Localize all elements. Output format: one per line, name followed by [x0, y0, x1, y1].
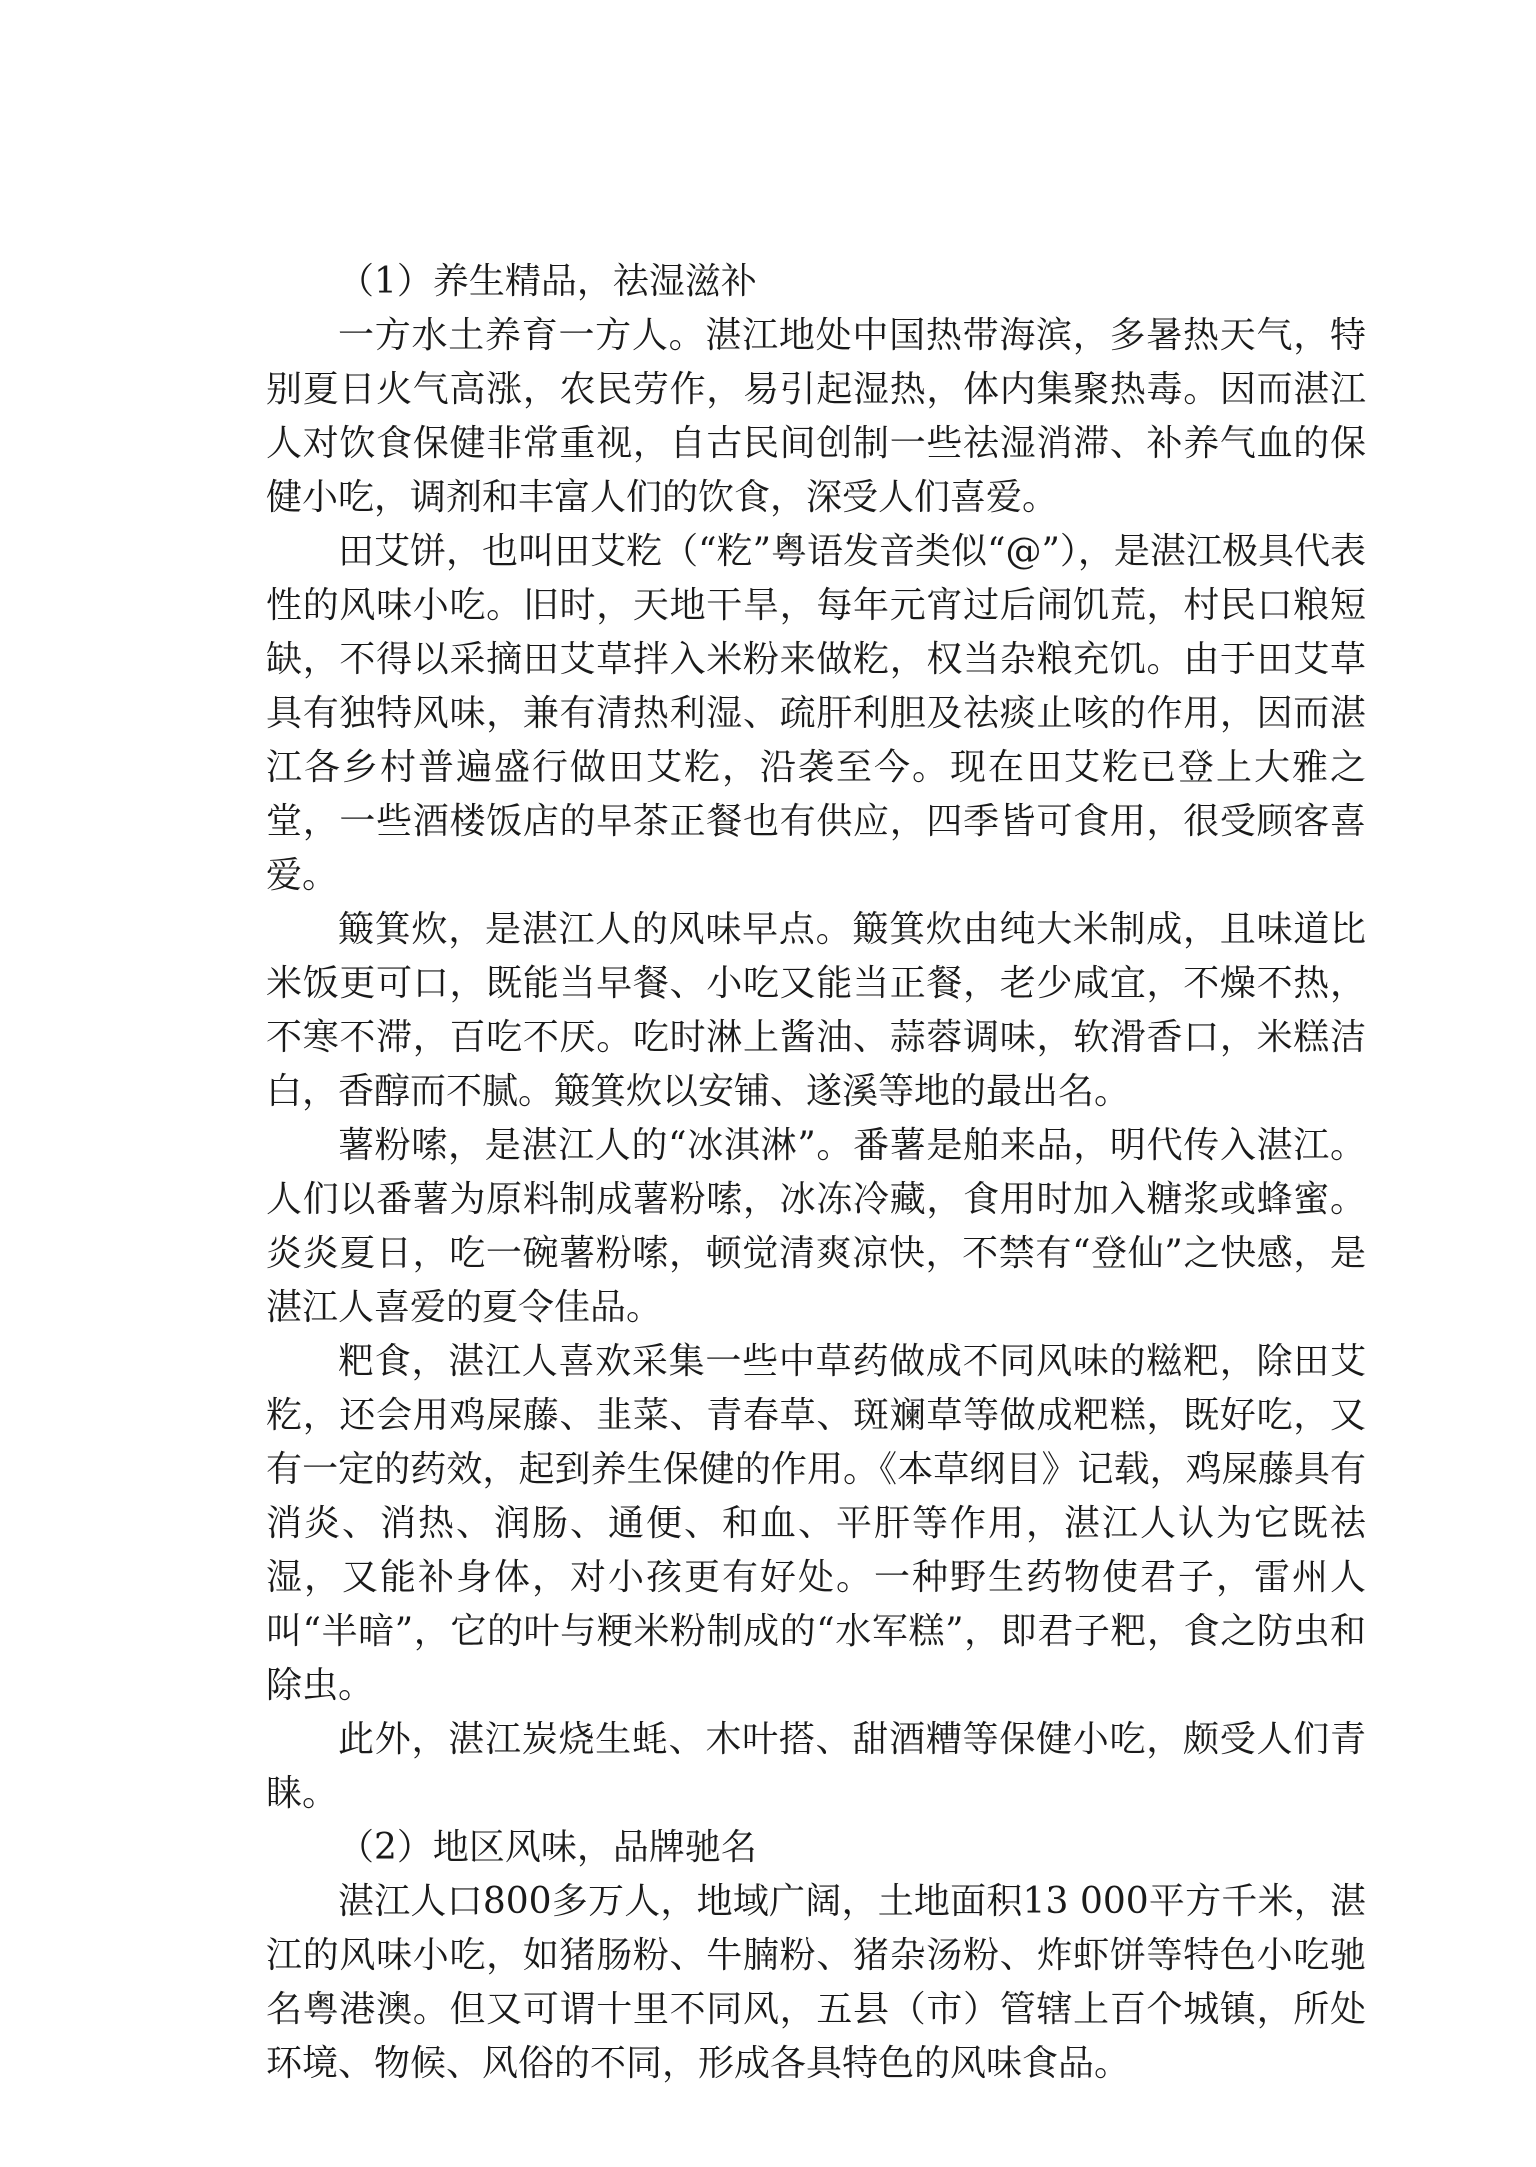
body-text — [266, 255, 1366, 2091]
paragraph-shufen-suo: 薯粉嗦，是湛江人的“冰淇淋”。番薯是舶来品，明代传入湛江。人们以番薯为原料制成薯粉嗦，冰冻冷藏，食用时加入糖浆或蜂蜜。炎炎夏日，吃一碗薯粉嗦，顿觉清爽凉快，不禁有“登仙”之快感，是湛江人喜爱的夏令佳品。 — [266, 1125, 1366, 1328]
paragraph-regional-flavor: 湛江人口800多万人，地域广阔，土地面积13 000平方千米，湛江的风味小吃，如猪肠粉、牛腩粉、猪杂汤粉、炸虾饼等特色小吃驰名粤港澳。但又可谓十里不同风，五县（市）管辖上百个城镇，所处环境、物候、风俗的不同，形成各具特色的风味食品。 — [266, 1881, 1366, 2084]
section-heading-2: （2）地区风味，品牌驰名 — [338, 1827, 757, 1868]
paragraph-ba-shi: 粑食，湛江人喜欢采集一些中草药做成不同风味的糍粑，除田艾籺，还会用鸡屎藤、韭菜、青春草、斑斓草等做成粑糕，既好吃，又有一定的药效，起到养生保健的作用。《本草纲目》记载，鸡屎藤具有消炎、消热、润肠、通便、和血、平肝等作用，湛江人认为它既祛湿，又能补身体，对小孩更有好处。一种野生药物使君子，雷州人叫“半暗”，它的叶与粳米粉制成的“水军糕”，即君子粑，食之防虫和除虫。 — [266, 1341, 1366, 1706]
section-heading-1: （1）养生精品，祛湿滋补 — [338, 261, 757, 302]
paragraph-tianai-bing: 田艾饼，也叫田艾籺（“籺”粤语发音类似“@”），是湛江极具代表性的风味小吃。旧时，天地干旱，每年元宵过后闹饥荒，村民口粮短缺，不得以采摘田艾草拌入米粉来做籺，权当杂粮充饥。由于田艾草具有独特风味，兼有清热利湿、疏肝利胆及祛痰止咳的作用，因而湛江各乡村普遍盛行做田艾籺，沿袭至今。现在田艾籺已登上大雅之堂，一些酒楼饭店的早茶正餐也有供应，四季皆可食用，很受顾客喜爱。 — [266, 531, 1366, 896]
paragraph-boji-chui: 簸箕炊，是湛江人的风味早点。簸箕炊由纯大米制成，且味道比米饭更可口，既能当早餐、小吃又能当正餐，老少咸宜，不燥不热，不寒不滞，百吃不厌。吃时淋上酱油、蒜蓉调味，软滑香口，米糕洁白，香醇而不腻。簸箕炊以安铺、遂溪等地的最出名。 — [266, 909, 1366, 1112]
paragraph-intro: 一方水土养育一方人。湛江地处中国热带海滨，多暑热天气，特别夏日火气高涨，农民劳作，易引起湿热，体内集聚热毒。因而湛江人对饮食保健非常重视，自古民间创制一些祛湿消滞、补养气血的保健小吃，调剂和丰富人们的饮食，深受人们喜爱。 — [266, 315, 1366, 518]
paragraph-other-snacks: 此外，湛江炭烧生蚝、木叶搭、甜酒糟等保健小吃，颇受人们青睐。 — [266, 1719, 1366, 1814]
